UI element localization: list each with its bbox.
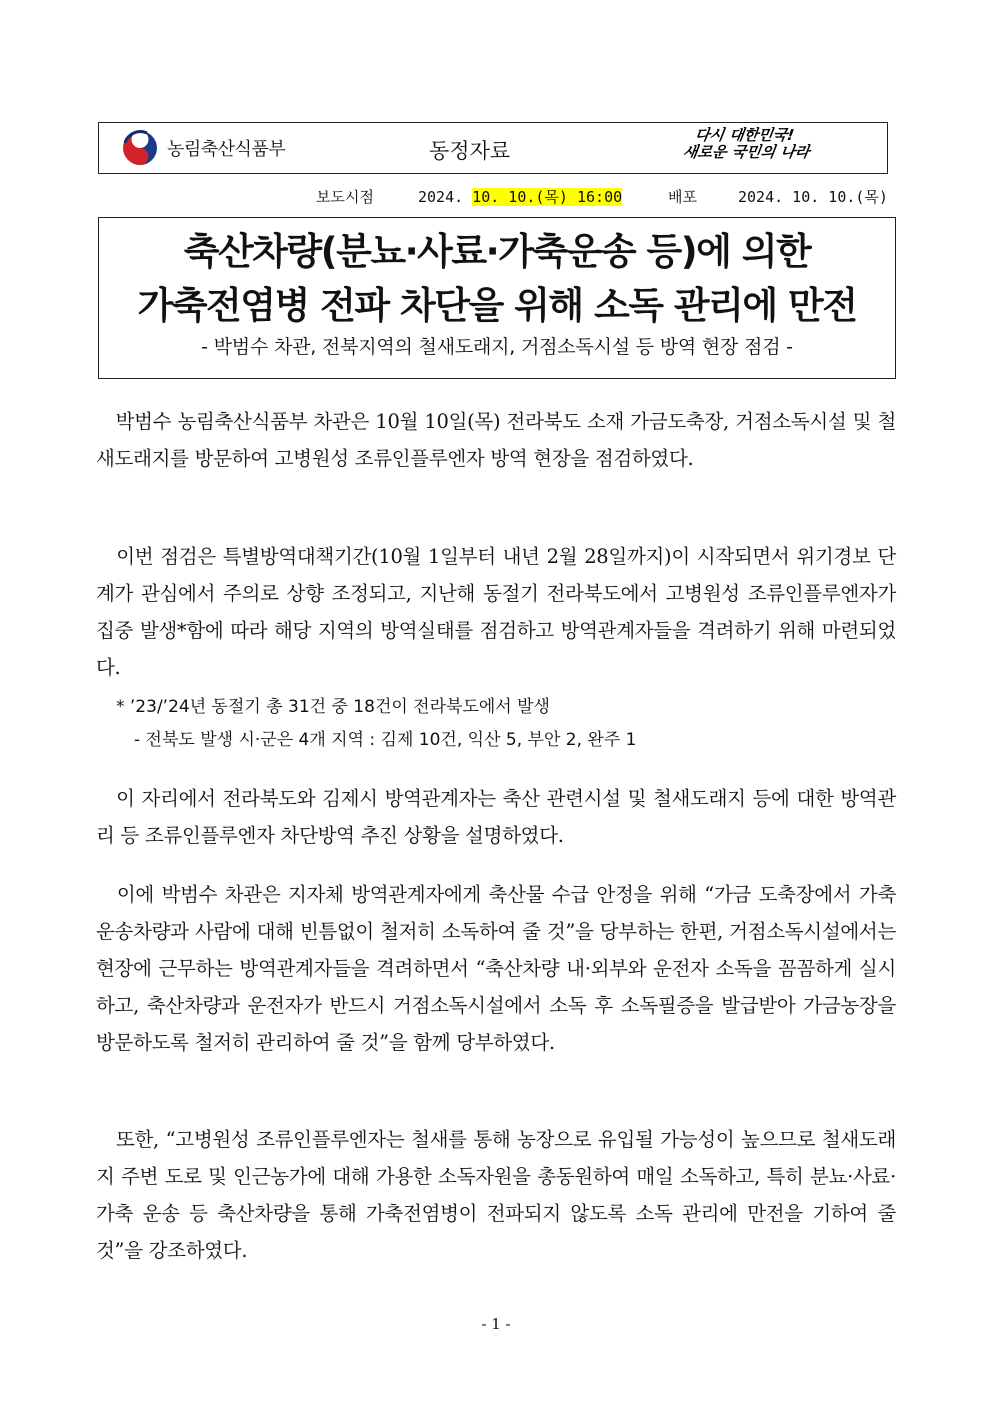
paragraph-4: 이에 박범수 차관은 지자체 방역관계자에게 축산물 수급 안정을 위해 “가금 도축장에서 가축 운송차량과 사람에 대해 빈틈없이 철저히 소독하여 줄 것”을 당부하는 한편, 거점소독시설에서는 현장에 근무하는 방역관계자들을 격려하면서 “축산차량 내·외부와 운전자 소독을 꼼꼼하게 실시하고, 축산차량과 운전자가 반드시 거점소독시설에서 소독 후 소독필증을 발급받아 가금농장을 방문하도록 철저히 관리하여 줄 것”을 함께 당부하였다. xyxy=(96,883,896,1054)
header-box xyxy=(98,122,888,174)
slogan-line-2: 새로운 국민의 나라 xyxy=(681,143,811,161)
page-number: - 1 - xyxy=(481,1315,511,1333)
paragraph-5: 또한, “고병원성 조류인플루엔자는 철새를 통해 농장으로 유입될 가능성이 높으므로 철새도래지 주변 도로 및 인근농가에 대해 가용한 소독자원을 총동원하여 매일 소독하고, 특히 분뇨·사료·가축 운송 등 축산차량을 통해 가축전염병이 전파되지 않도록 소독 관리에 만전을 기하여 줄 것”을 강조하였다. xyxy=(96,1128,896,1262)
report-date-prefix: 2024. xyxy=(418,188,473,206)
document-type: 동정자료 xyxy=(429,139,511,163)
footnote: * ’23/’24년 동절기 총 31건 중 18건이 전라북도에서 발생 xyxy=(116,697,550,717)
title-box xyxy=(98,217,896,379)
report-time-label: 보도시점 xyxy=(316,188,374,206)
taegeuk-emblem-icon xyxy=(121,129,159,167)
slogan-line-1: 다시 대한민국! xyxy=(693,126,796,144)
report-time xyxy=(418,186,622,207)
distribution-date: 2024. 10. 10.(목) xyxy=(738,188,888,206)
paragraph-3: 이 자리에서 전라북도와 김제시 방역관계자는 축산 관련시설 및 철새도래지 등에 대한 방역관리 등 조류인플루엔자 차단방역 추진 상황을 설명하였다. xyxy=(96,787,896,847)
report-date-highlight: 10. 10.(목) 16:00 xyxy=(472,188,623,206)
distribution-label: 배포 xyxy=(668,188,697,206)
paragraph-2: 이번 점검은 특별방역대책기간(10월 1일부터 내년 2월 28일까지)이 시작되면서 위기경보 단계가 관심에서 주의로 상향 조정되고, 지난해 동절기 전라북도에서 고병원성 조류인플루엔자가 집중 발생*함에 따라 해당 지역의 방역실태를 점검하고 방역관계자들을 격려하기 위해 마련되었다. xyxy=(96,545,896,679)
slogan xyxy=(679,127,869,171)
headline-line-1: 축산차량(분뇨·사료·가축운송 등)에 의한 xyxy=(183,230,811,273)
footnote-detail: - 전북도 발생 시·군은 4개 지역 : 김제 10건, 익산 5, 부안 2, 완주 1 xyxy=(134,730,637,750)
ministry-name: 농림축산식품부 xyxy=(167,139,286,160)
paragraph-1: 박범수 농림축산식품부 차관은 10월 10일(목) 전라북도 소재 가금도축장, 거점소독시설 및 철새도래지를 방문하여 고병원성 조류인플루엔자 방역 현장을 점검하였다. xyxy=(96,410,896,470)
headline-line-2: 가축전염병 전파 차단을 위해 소독 관리에 만전 xyxy=(137,284,857,327)
subheadline: - 박범수 차관, 전북지역의 철새도래지, 거점소독시설 등 방역 현장 점검 - xyxy=(201,336,793,358)
ministry-logo xyxy=(121,129,285,167)
